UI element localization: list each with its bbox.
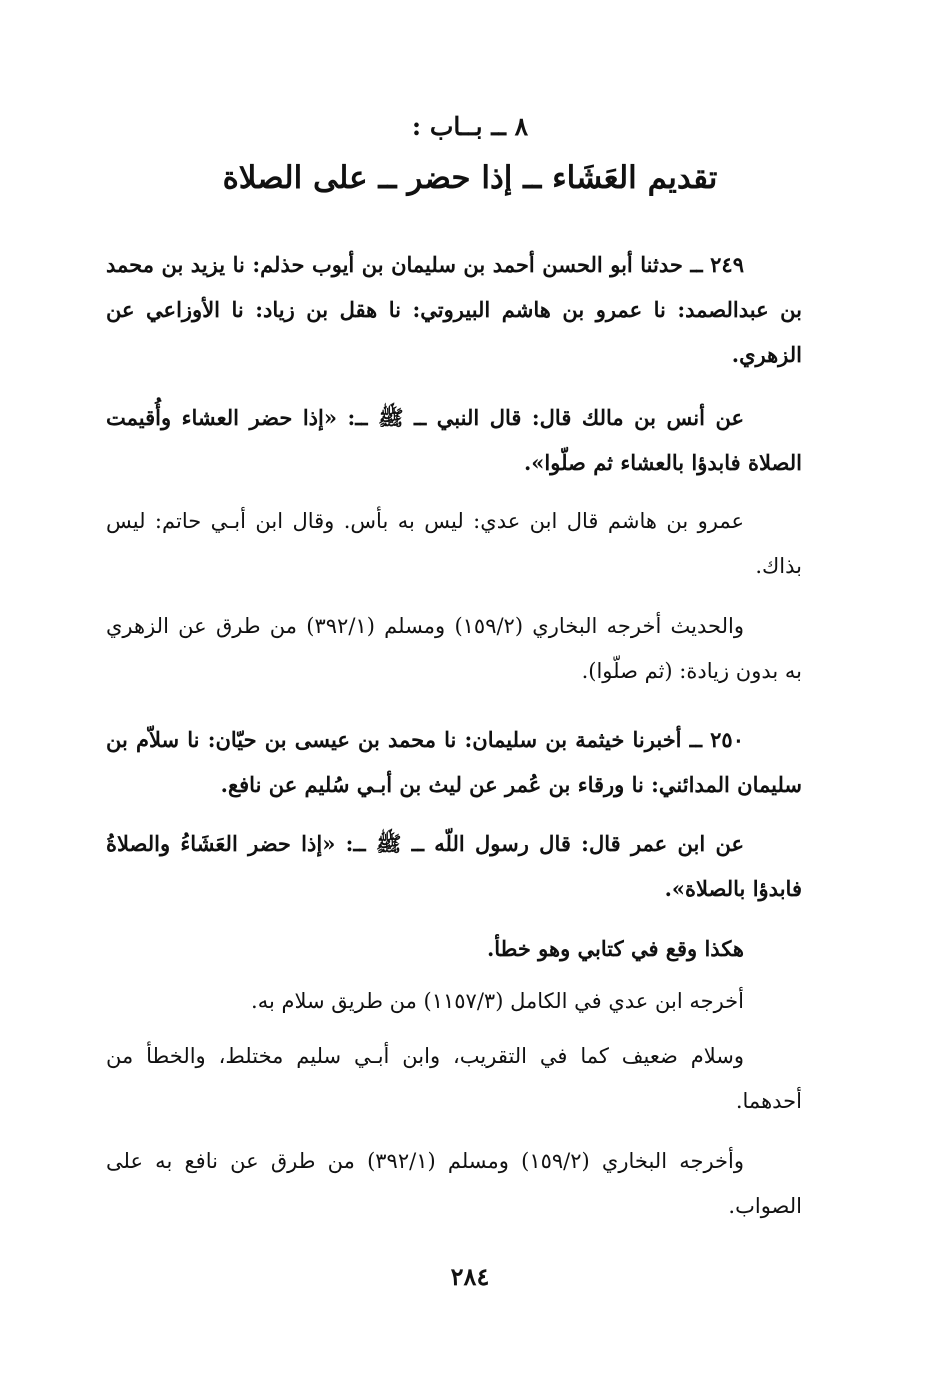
page-number: ٢٨٤ (450, 1262, 490, 1291)
hadith-250-comment: هكذا وقع في كتابي وهو خطأ. (486, 936, 744, 961)
hadith-250-matn: عن ابن عمر قال: قال رسول اللّه ــ ﷺ ــ: «إذا حضر العَشَاءُ والصلاةُ فابدؤا بالصلاة». (106, 831, 802, 901)
hadith-249-matn: عن أنس بن مالك قال: قال النبي ــ ﷺ ــ: «إذا حضر العشاء وأُقيمت الصلاة فابدؤا بالعشاء ثم صلّوا». (106, 405, 802, 475)
hadith-249-takhrij: والحديث أخرجه البخاري (١٥٩/٢) ومسلم (٣٩٢/١) من طرق عن الزهري به بدون زيادة: (ثم صلّوا). (106, 614, 802, 683)
chapter-number: ٨ ــ بــاب : (411, 112, 529, 141)
chapter-title: تقديم العَشَاء ــ إذا حضر ــ على الصلاة (222, 160, 718, 196)
hadith-250-ibn-adi-note: أخرجه ابن عدي في الكامل (١١٥٧/٣) من طريق سلام به. (251, 989, 744, 1013)
hadith-249-isnad: ٢٤٩ ــ حدثنا أبو الحسن أحمد بن سليمان بن أيوب حذلم: نا يزيد بن محمد بن عبدالصمد: نا عمرو بن هاشم البيروتي: نا هقل بن زياد: نا الأوزاعي عن الزهري. (106, 252, 802, 367)
hadith-250-correct-takhrij: وأخرجه البخاري (١٥٩/٢) ومسلم (٣٩٢/١) من طرق عن نافع به على الصواب. (106, 1149, 802, 1218)
hadith-250-isnad: ٢٥٠ ــ أخبرنا خيثمة بن سليمان: نا محمد بن عيسى بن حيّان: نا سلاّم بن سليمان المدائني: نا ورقاء بن عُمر عن ليث بن أبـي سُليم عن نافع. (106, 727, 802, 797)
hadith-249-narrator-note: عمرو بن هاشم قال ابن عدي: ليس به بأس. وقال ابن أبـي حاتم: ليس بذاك. (106, 509, 802, 578)
hadith-250-weakness-note: وسلام ضعيف كما في التقريب، وابن أبـي سليم مختلط، والخطأ من أحدهما. (106, 1044, 802, 1113)
